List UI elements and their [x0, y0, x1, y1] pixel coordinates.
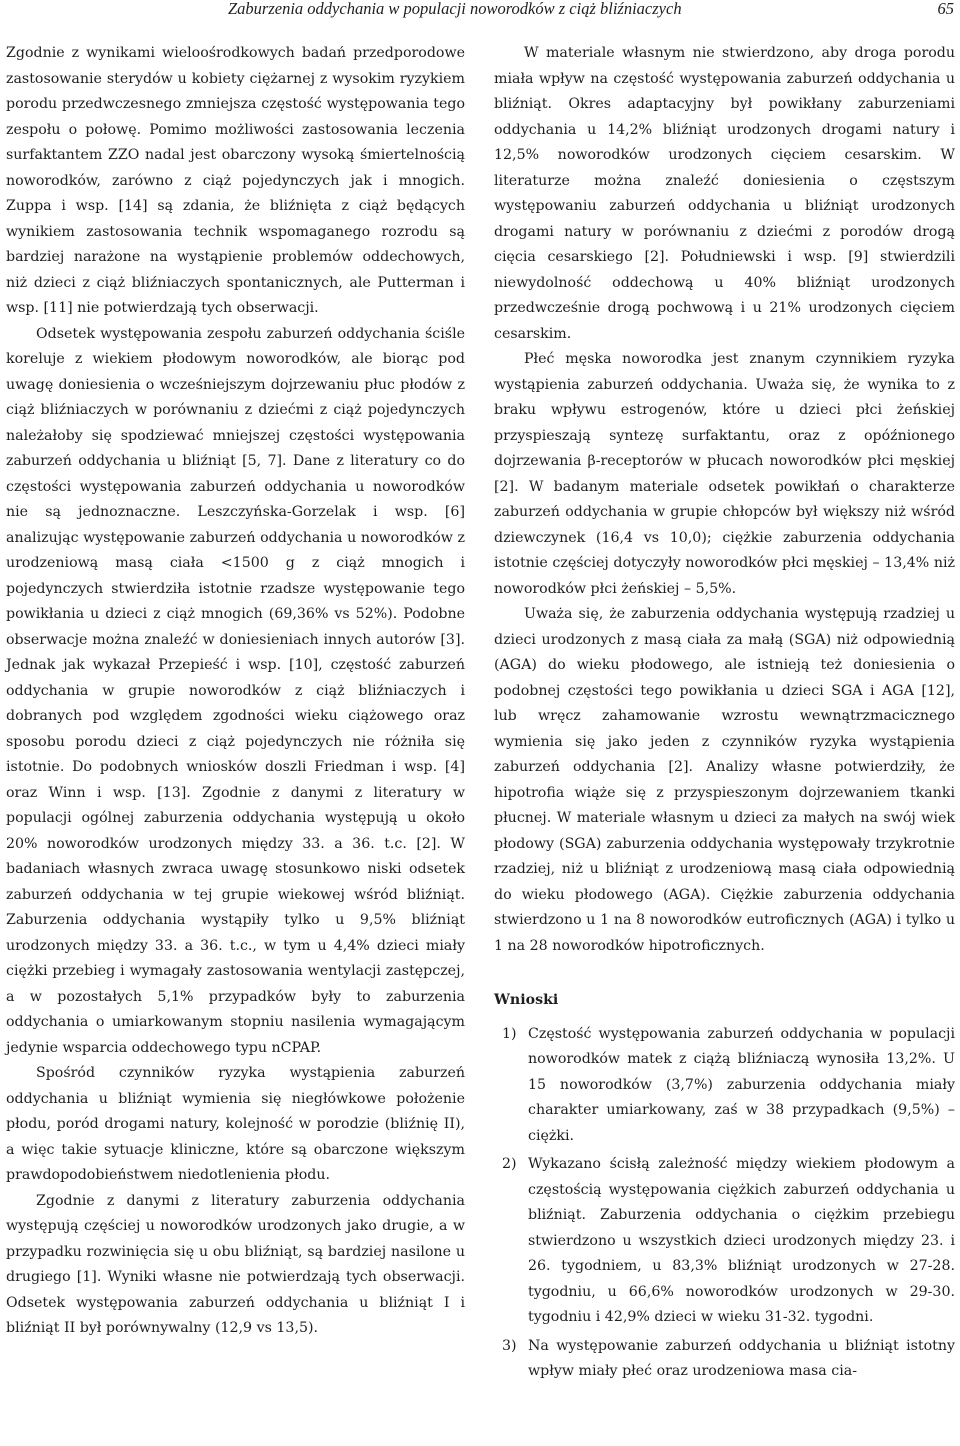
conclusion-item [494, 1334, 955, 1385]
body-paragraph: Uważa się, że zaburzenia oddychania występują rzadziej u dzieci urodzonych z masą ciała za małą (SGA) niż odpowiednią (AGA) do wieku płodowego, ale istnieją też doniesienia o podobnej częstości tego powikłania u dzieci SGA i AGA [12], lub wręcz zahamowanie wzrostu wewnątrzmacicznego wymienia się jako jeden z czynników ryzyka wystąpienia zaburzeń oddychania [2]. Analizy własne potwierdziły, że hipotrofia wiąże się z przyspieszonym dojrzewaniem tkanki płucnej. W materiale własnym u dzieci za małych na swój wiek płodowy (SGA) zaburzenia oddychania występowały trzykrotnie rzadziej, niż u bliźniąt z urodzeniową masą ciała odpowiednią do wieku płodowego (AGA). Ciężkie zaburzenia oddychania stwierdzono u 1 na 8 noworodków eutroficznych (AGA) i tylko u 1 na 28 noworodków hipotroficznych. [494, 606, 955, 954]
running-title: Zaburzenia oddychania w populacji noworodków z ciąż bliźniaczych [228, 0, 682, 18]
conclusions-heading: Wnioski [494, 992, 559, 1008]
left-column [6, 41, 465, 1342]
conclusion-text: Wykazano ścisłą zależność między wiekiem płodowym a częstością występowania ciężkich zaburzeń oddychania u bliźniąt. Zaburzenia oddychania o ciężkim przebiegu stwierdzono u wszystkich dzieci urodzonych między 23. i 26. tygodniem, u 83,3% bliźniąt urodzonych w 27-28. tygodniu, u 66,6% noworodków urodzonych w 29-30. tygodniu i 42,9% dzieci w wieku 31-32. tygodni. [528, 1156, 955, 1325]
conclusion-item [494, 1152, 955, 1331]
running-header [0, 0, 960, 20]
conclusion-number: 2) [502, 1156, 517, 1172]
body-paragraph: Odsetek występowania zespołu zaburzeń oddychania ściśle koreluje z wiekiem płodowym noworodków, ale biorąc pod uwagę doniesienia o wcześniejszym dojrzewaniu płuc płodów z ciąż bliźniaczych w porównaniu z dziećmi z ciąż pojedynczych należałoby się spodziewać mniejszej częstości występowania zaburzeń oddychania u bliźniąt [5, 7]. Dane z literatury co do częstości występowania zaburzeń oddychania u noworodków nie są jednoznaczne. Leszczyńska-Gorzelak i wsp. [6] analizując występowanie zaburzeń oddychania u noworodków z urodzeniową masą ciała <1500 g z ciąż mnogich i pojedynczych stwierdziła istotnie rzadsze występowanie tego powikłania u dzieci z ciąż mnogich (69,36% vs 52%). Podobne obserwacje można znaleźć w doniesieniach innych autorów [3]. Jednak jak wykazał Przepieść i wsp. [10], częstość zaburzeń oddychania w grupie noworodków z ciąż bliźniaczych i dobranych pod względem zgodności wieku ciążowego oraz sposobu porodu dzieci z ciąż pojedynczych nie różniła się istotnie. Do podobnych wniosków doszli Friedman i wsp. [4] oraz Winn i wsp. [13]. Zgodnie z danymi z literatury w populacji ogólnej zaburzenia oddychania występują u około 20% noworodków urodzonych między 33. a 36. t.c. [2]. W badaniach własnych zwraca uwagę stosunkowo niski odsetek zaburzeń oddychania w tej grupie wiekowej wśród bliźniąt. Zaburzenia oddychania wystąpiły tylko u 9,5% bliźniąt urodzonych między 33. a 36. t.c., w tym u 4,4% dzieci miały ciężki przebieg i wymagały zastosowania wentylacji zastępczej, a w pozostałych 5,1% przypadków były to zaburzenia oddychania o umiarkowanym stopniu nasilenia wymagającym jedynie wsparcia oddechowego typu nCPAP. [6, 325, 465, 1056]
body-paragraph: W materiale własnym nie stwierdzono, aby droga porodu miała wpływ na częstość występowania zaburzeń oddychania u bliźniąt. Okres adaptacyjny był powikłany zaburzeniami oddychania u 14,2% bliźniąt urodzonych drogami natury i 12,5% noworodków urodzonych cięciem cesarskim. W literaturze można znaleźć doniesienia o częstszym występowaniu zaburzeń oddychania u bliźniąt urodzonych drogami natury w porównaniu z dziećmi z porodów drogą cięcia cesarskiego [2]. Południewski i wsp. [9] stwierdzili niewydolność oddechową u 40% bliźniąt urodzonych przedwcześnie drogą pochwową i u 21% urodzonych cięciem cesarskim. [494, 45, 955, 342]
page-number: 65 [937, 0, 954, 18]
conclusion-text: Na występowanie zaburzeń oddychania u bliźniąt istotny wpływ miały płeć oraz urodzeniowa masa cia- [528, 1337, 955, 1379]
body-paragraph: Spośród czynników ryzyka wystąpienia zaburzeń oddychania u bliźniąt wymienia się niegłówkowe położenie płodu, poród drogami natury, kolejność w porodzie (bliźnię II), a więc takie sytuacje kliniczne, które są obarczone większym prawdopodobieństwem niedotlenienia płodu. [6, 1065, 465, 1183]
conclusions-list [494, 1022, 955, 1385]
right-column [494, 41, 955, 1388]
conclusion-number: 1) [502, 1025, 517, 1042]
body-paragraph: Zgodnie z wynikami wieloośrodkowych badań przedporodowe zastosowanie sterydów u kobiety ciężarnej z wysokim ryzykiem porodu przedwczesnego zmniejsza częstość występowania tego zespołu o połowę. Pomimo możliwości zastosowania leczenia surfaktantem ZZO nadal jest obarczony wysoką śmiertelnością noworodków, zarówno z ciąż pojedynczych jak i mnogich. Zuppa i wsp. [14] są zdania, że bliźnięta z ciąż będących wynikiem zastosowania technik wspomaganego rozrodu są bardziej narażone na wystąpienie problemów oddechowych, niż dzieci z ciąż bliźniaczych spontanicznych, ale Putterman i wsp. [11] nie potwierdzają tych obserwacji. [6, 45, 465, 316]
body-paragraph: Zgodnie z danymi z literatury zaburzenia oddychania występują częściej u noworodków urodzonych jako drugie, a w przypadku rozwinięcia się u obu bliźniąt, są bardziej nasilone u drugiego [1]. Wyniki własne nie potwierdzają tych obserwacji. Odsetek występowania zaburzeń oddychania u bliźniąt I i bliźniąt II był porównywalny (12,9 vs 13,5). [6, 1192, 465, 1336]
conclusion-text: Częstość występowania zaburzeń oddychania w populacji noworodków matek z ciążą bliźniaczą wynosiła 13,2%. U 15 noworodków (3,7%) zaburzenia oddychania miały charakter umiarkowany, zaś w 38 przypadkach (9,5%) – ciężki. [528, 1025, 955, 1144]
conclusion-item [494, 1022, 955, 1150]
conclusion-number: 3) [502, 1337, 517, 1354]
body-paragraph: Płeć męska noworodka jest znanym czynnikiem ryzyka wystąpienia zaburzeń oddychania. Uważa się, że wynika to z braku wpływu estrogenów, które u dzieci płci żeńskiej przyspieszają syntezę surfaktantu, oraz z opóźnionego dojrzewania β-receptorów w płucach noworodków płci męskiej [2]. W badanym materiale odsetek powikłań o charakterze zaburzeń oddychania w grupie chłopców był większy niż wśród dziewczynek (16,4 vs 10,0); ciężkie zaburzenia oddychania istotnie częściej dotyczyły noworodków płci męskiej – 13,4% niż noworodków płci żeńskiej – 5,5%. [494, 351, 955, 597]
